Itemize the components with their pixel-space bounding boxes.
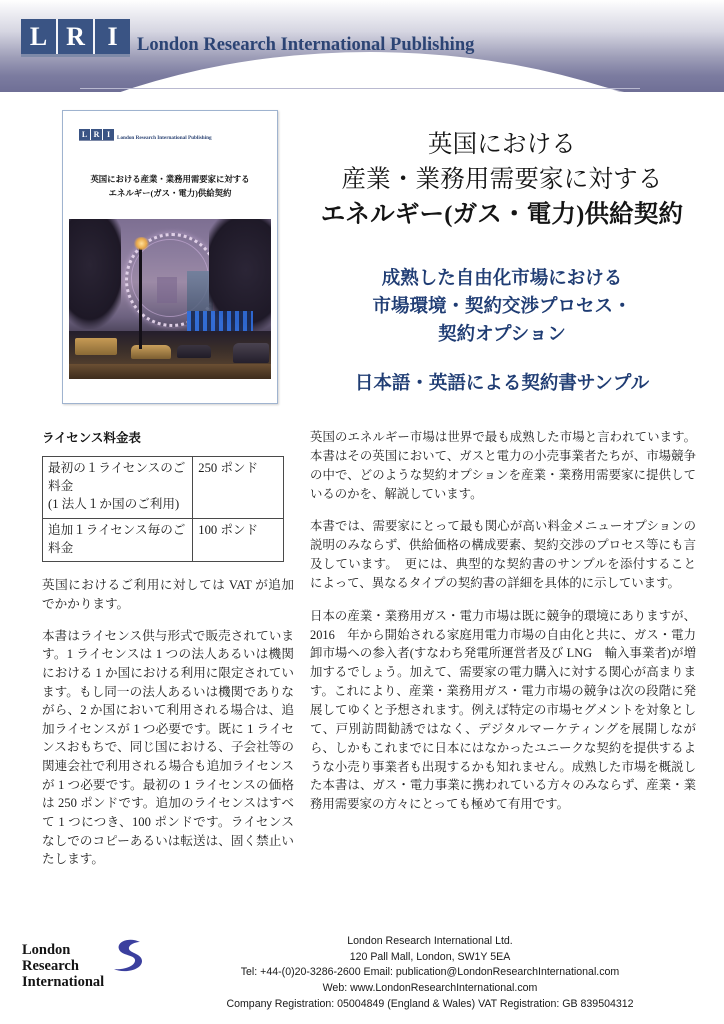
london-eye-photo <box>69 219 271 379</box>
company-address: 120 Pall Mall, London, SW1Y 5EA <box>349 950 511 963</box>
footer-logo-text <box>22 942 104 991</box>
fee-row-0-value: 250 ポンド <box>193 457 284 519</box>
book-cover-letter-i: I <box>103 129 114 140</box>
book-cover-logo-blocks <box>79 129 114 141</box>
document-subtitle-secondary: 日本語・英語による契約書サンプル <box>354 374 650 395</box>
license-terms: 本書はライセンス供与形式で販売されています。1 ライセンスは 1 つの法人あるいは機関における 1 か国における利用に限定されています。もし同一の法人あるいは機関でありながら、2 か国において利用される場合は、追加ライセンスが 1 つ必要です。既に 1 ライセンスおもちで、同じ国における、子会社等の関連会社で利用される場合も追加ライセンスが 1 つ必要です。最初の 1 ライセンスの価格は 250 ポンドです。追加のライセンスはすべて 1 つにつき、100 ポンドです。ライセンスなしでのコピーあるいは転送は、固く禁止いたします。 <box>42 628 294 867</box>
london-eye-hub <box>157 277 177 303</box>
license-column <box>42 428 294 882</box>
header-divider <box>80 88 640 89</box>
description-paragraph-1: 英国のエネルギー市場は世界で最も成熟した市場と言われています。本書はその英国において、ガスと電力の小売事業者たちが、市場競争の中で、どのような契約オプションを産業・業務用需要家に提供しているのかを、解説しています。 <box>310 430 696 501</box>
lri-letter-l: L <box>21 19 56 54</box>
page-footer <box>0 928 724 1024</box>
footer-logo <box>22 936 150 1000</box>
lri-logo-blocks <box>21 19 130 57</box>
book-cover-image <box>62 110 278 404</box>
book-cover-title <box>63 173 277 201</box>
publisher-wordmark: London Research International Publishing <box>137 35 475 55</box>
book-cover-logo <box>79 129 212 141</box>
company-web: Web: www.LondonResearchInternational.com <box>322 982 538 995</box>
table-row <box>43 457 284 519</box>
lri-letter-i: I <box>95 19 130 54</box>
book-cover-title-line2: エネルギー(ガス・電力)供給契約 <box>108 188 232 198</box>
title-line-1: 英国における <box>427 131 577 158</box>
description-column <box>310 428 696 828</box>
photo-car-3 <box>233 343 269 363</box>
company-registration: Company Registration: 05004849 (England & Wales) VAT Registration: GB 839504312 <box>226 997 634 1010</box>
document-subtitle-block <box>292 265 712 399</box>
document-title-block <box>292 128 712 232</box>
photo-car-1 <box>131 345 171 359</box>
photo-lamp-post <box>139 241 142 349</box>
fee-row-1-label: 追加１ライセンス毎のご料金 <box>43 518 193 562</box>
description-paragraph-3: 日本の産業・業務用ガス・電力市場は既に競争的環境にありますが、2016 年から開始される家庭用電力市場の自由化と共に、ガス・電力卸市場への参入者(すなわち発電所運営者及び LNG 輸入事業者)が増加するでしょう。加えて、需要家の電力購入に対する関心が高まります。これにより、産業・業務用ガス・電力市場の競争は次の段階に発展してゆくと予想されます。例えば特定の市場セグメントを対象として、戸別訪問勧誘ではなく、デジタルマーケティングを展開しながら、しかもこれまでに日本にはなかったユニークな契約を提供するような小売り事業者も出現するかも知れません。成熟した市場を概説した本書は、ガス・電力事業に携われている方々のみならず、産業・業務用需要家の方々にとっても極めて有用です。 <box>310 608 696 812</box>
fee-row-0-label: 最初の１ライセンスのご料金 (1 法人１か国のご利用) <box>43 457 193 519</box>
photo-lamp-glow <box>133 237 150 250</box>
footer-logo-line-1: London <box>22 942 71 958</box>
description-paragraph-2: 本書では、需要家にとって最も関心が高い料金メニューオプションの説明のみならず、供給価格の構成要素、契約交渉のプロセス等にも言及しています。 更には、典型的な契約書のサンプルを添付することによって、異なるタイプの契約書の詳細を具体的に示しています。 <box>310 519 696 590</box>
footer-contact-details <box>150 934 710 1012</box>
book-cover-title-line1: 英国における産業・業務用需要家に対する <box>90 175 250 184</box>
fee-row-1-value: 100 ポンド <box>193 518 284 562</box>
license-fee-table <box>42 456 284 562</box>
footer-logo-line-3: International <box>22 974 105 991</box>
document-subtitle <box>292 265 712 349</box>
book-cover-letter-l: L <box>79 129 90 140</box>
license-table-heading: ライセンス料金表 <box>42 431 141 445</box>
subtitle-line-1: 成熟した自由化市場における <box>381 269 623 289</box>
book-cover-wordmark: London Research International Publishing <box>117 135 212 141</box>
company-name: London Research International Ltd. <box>347 935 513 947</box>
table-row <box>43 518 284 562</box>
photo-tree-left <box>69 219 121 329</box>
footer-swoosh-icon <box>108 936 148 976</box>
company-tel-email: Tel: +44-(0)20-3286-2600 Email: publication@LondonResearchInternational.com <box>240 966 620 979</box>
vat-note: 英国におけるご利用に対しては VAT が追加でかかります。 <box>42 578 294 611</box>
photo-van <box>75 338 117 355</box>
footer-logo-line-2: Research <box>22 958 79 975</box>
book-cover-letter-r: R <box>91 129 102 140</box>
title-line-3: エネルギー(ガス・電力)供給契約 <box>320 200 684 228</box>
lri-logo <box>21 19 474 57</box>
subtitle-line-2: 市場環境・契約交渉プロセス・ <box>372 297 632 318</box>
document-title <box>292 128 712 232</box>
subtitle-line-3: 契約オプション <box>438 325 566 346</box>
header-swoosh <box>0 52 724 92</box>
photo-car-2 <box>177 345 211 358</box>
title-line-2: 産業・業務用需要家に対する <box>341 165 663 193</box>
photo-wall <box>69 364 271 379</box>
lri-letter-r: R <box>58 19 93 54</box>
